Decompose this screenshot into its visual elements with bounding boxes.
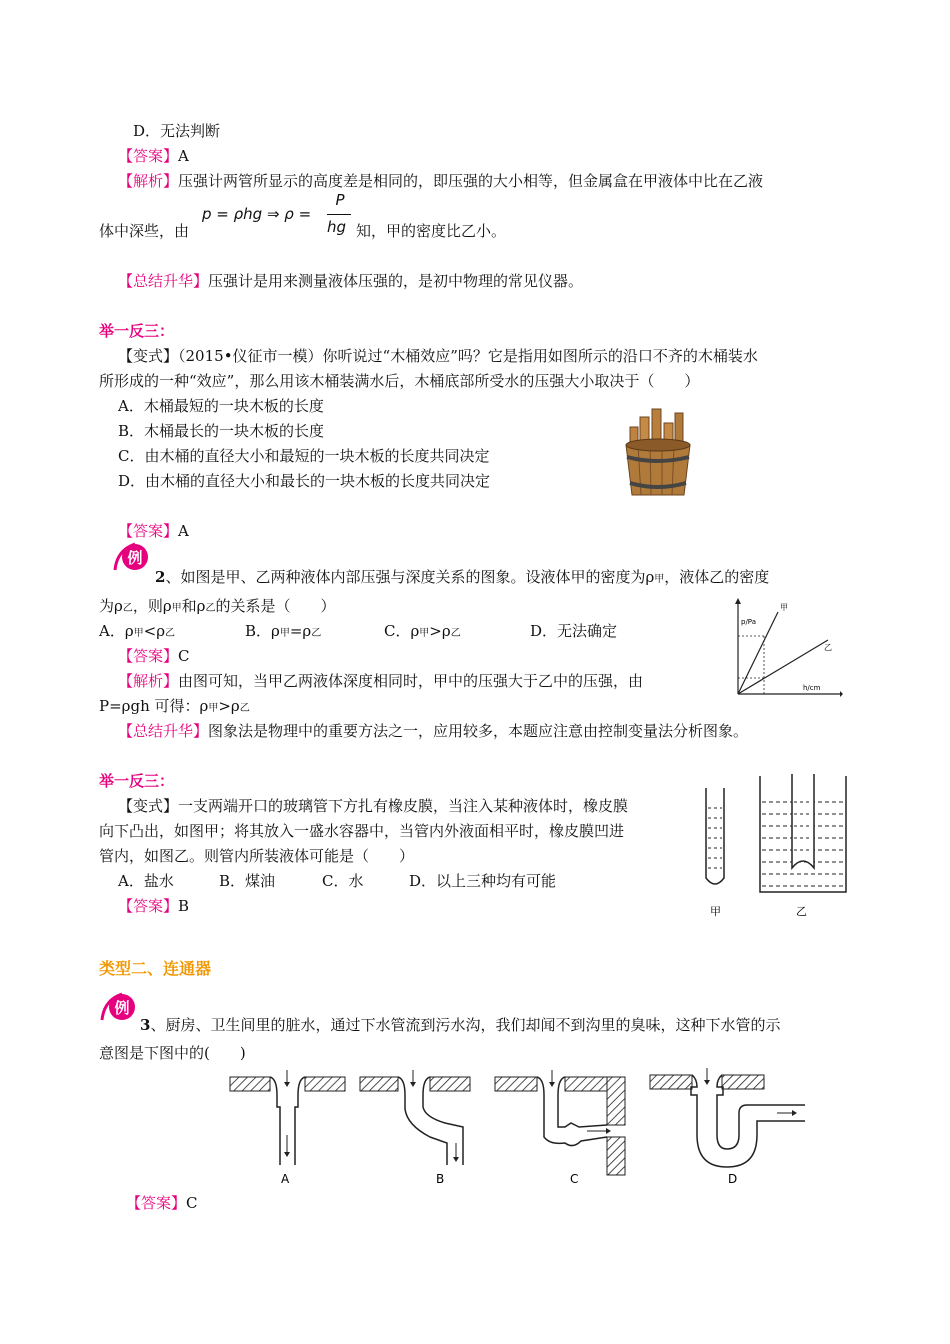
summary-tag: 【总结升华】	[118, 722, 209, 740]
opt-sub1: 甲	[133, 628, 144, 639]
q1-analysis-line1	[118, 170, 763, 191]
q2-text2d: 的关系是（ ）	[215, 597, 336, 615]
example-badge-icon	[100, 990, 138, 1024]
variant-tag: 【变式】	[118, 347, 179, 365]
v1-line1	[118, 345, 758, 366]
fig-label-jia: 甲	[710, 905, 721, 918]
q3-text1: 、厨房、卫生间里的脏水，通过下水管流到污水沟，我们却闻不到沟里的臭味，这种下水管的示	[150, 1016, 781, 1034]
type-heading: 类型二、连通器	[99, 959, 212, 978]
q2-text2c: 和ρ	[181, 597, 206, 615]
answer-tag: 【答案】	[118, 647, 179, 665]
q3-answer	[126, 1192, 198, 1213]
analysis-op: >ρ	[218, 697, 240, 715]
opt-sub2: 乙	[450, 628, 461, 639]
fig-label-yi: 乙	[796, 905, 807, 918]
answer-tag: 【答案】	[118, 147, 179, 165]
q2-text1: 、如图是甲、乙两种液体内部压强与深度关系的图象。设液体甲的密度为ρ	[165, 568, 655, 586]
pressure-depth-graph	[728, 598, 843, 700]
graph-ylabel: p/Pa	[741, 618, 756, 626]
sub-yi: 乙	[122, 603, 133, 614]
sub-yi: 乙	[239, 703, 250, 714]
q2-analysis-line1	[118, 670, 643, 691]
v2-option-b: B．煤油	[219, 872, 276, 890]
variant-tag: 【变式】	[118, 797, 179, 815]
opt-sub1: 甲	[279, 628, 290, 639]
q2-text2a: 为ρ	[99, 597, 123, 615]
v2-line2: 向下凸出，如图甲；将其放入一盛水容器中，当管内外液面相平时，橡皮膜凹进	[99, 822, 625, 840]
v1-answer	[118, 520, 189, 541]
q2-option-b	[245, 620, 321, 641]
answer-tag: 【答案】	[126, 1194, 187, 1212]
fig-label-c: C	[570, 1172, 579, 1186]
q1-answer	[118, 145, 189, 166]
q1-analysis-line2-pre: 体中深些，由	[99, 222, 190, 240]
v1-option-c: C．由木桶的直径大小和最短的一块木板的长度共同决定	[118, 447, 490, 465]
v2-option-a: A．盐水	[118, 872, 174, 890]
wooden-bucket-image	[618, 405, 698, 500]
q1-analysis-line2-post: 知，甲的密度比乙小。	[356, 222, 507, 240]
v2-text1: 一支两端开口的玻璃管下方扎有橡皮膜，当注入某种液体时，橡皮膜	[178, 797, 629, 815]
sub-yi: 乙	[205, 603, 216, 614]
opt-op: <ρ	[143, 622, 166, 640]
q2-analysis-line2	[99, 695, 250, 716]
summary-tag: 【总结升华】	[118, 272, 209, 290]
answer-value: C	[178, 647, 190, 665]
q2-answer	[118, 645, 190, 666]
analysis-text: 压强计两管所显示的高度差是相同的，即压强的大小相等，但金属盒在甲液体中比在乙液	[178, 172, 764, 190]
answer-value: A	[178, 147, 189, 165]
opt-sub2: 乙	[311, 628, 322, 639]
q2-text1-post: ，液体乙的密度	[664, 568, 770, 586]
q2-line2	[99, 595, 336, 616]
drain-figure-b	[360, 1070, 470, 1186]
sub-jia: 甲	[654, 574, 665, 585]
opt-op: =ρ	[289, 622, 312, 640]
v1-option-a: A．木桶最短的一块木板的长度	[118, 397, 324, 415]
opt-pre: B．ρ	[245, 622, 280, 640]
v2-line1	[118, 795, 628, 816]
drain-pipe-figures	[225, 1065, 815, 1190]
answer-tag: 【答案】	[118, 522, 179, 540]
q2-option-d: D．无法确定	[530, 622, 618, 640]
answer-value: A	[178, 522, 189, 540]
variant-heading: 举一反三：	[99, 772, 175, 790]
v2-answer	[118, 895, 189, 916]
fraction-bar	[327, 214, 351, 215]
v1-option-b: B．木桶最长的一块木板的长度	[118, 422, 325, 440]
sub-jia: 甲	[171, 603, 182, 614]
q2-option-a	[99, 620, 175, 641]
drain-figure-d	[650, 1068, 805, 1186]
drain-figure-a	[230, 1070, 345, 1186]
v2-option-c: C．水	[322, 872, 364, 890]
opt-sub1: 甲	[419, 628, 430, 639]
density-formula-denominator: hg	[327, 218, 347, 236]
question-number: 2	[155, 568, 166, 586]
opt-pre: C．ρ	[384, 622, 420, 640]
q2-text2b: ，则ρ	[132, 597, 172, 615]
analysis-tag: 【解析】	[118, 172, 179, 190]
q1-option-d: D．无法判断	[133, 122, 221, 140]
sub-jia: 甲	[208, 703, 219, 714]
v2-option-d: D．以上三种均有可能	[409, 872, 557, 890]
variant-heading: 举一反三：	[99, 322, 175, 340]
glass-tube-figure	[698, 770, 858, 920]
graph-xlabel: h/cm	[803, 684, 821, 692]
drain-figure-c	[495, 1070, 625, 1186]
v1-line2: 所形成的一种“效应”，那么用该木桶装满水后，木桶底部所受水的压强大小取决于（ ）	[99, 372, 700, 390]
opt-sub2: 乙	[165, 628, 176, 639]
answer-value: C	[186, 1194, 198, 1212]
analysis-tag: 【解析】	[118, 672, 179, 690]
q2-option-c	[384, 620, 461, 641]
v2-line3: 管内，如图乙。则管内所装液体可能是（ ）	[99, 847, 415, 865]
answer-value: B	[178, 897, 190, 915]
opt-op: >ρ	[429, 622, 451, 640]
graph-line-jia-label: 甲	[780, 603, 788, 612]
badge-label: 例	[127, 549, 143, 567]
q3-line1	[140, 1014, 780, 1035]
analysis-text: 由图可知，当甲乙两液体深度相同时，甲中的压强大于乙中的压强，由	[178, 672, 644, 690]
v1-text1: （2015•仪征市一模）你听说过“木桶效应”吗？它是指用如图所示的沿口不齐的木桶装水	[178, 347, 758, 365]
density-formula-left: p = ρhg ⇒ ρ =	[202, 205, 312, 223]
fig-label-b: B	[436, 1172, 445, 1186]
summary-text: 压强计是用来测量液体压强的，是初中物理的常见仪器。	[208, 272, 584, 290]
q2-line1	[155, 566, 769, 587]
badge-label: 例	[114, 999, 130, 1017]
q2-summary	[118, 720, 748, 741]
v1-option-d: D．由木桶的直径大小和最长的一块木板的长度共同决定	[118, 472, 491, 490]
graph-line-yi-label: 乙	[824, 643, 832, 652]
opt-pre: A．ρ	[99, 622, 134, 640]
density-formula-numerator: P	[335, 191, 345, 209]
example-badge-icon	[113, 540, 151, 574]
fig-label-a: A	[281, 1172, 290, 1186]
question-number: 3	[140, 1016, 151, 1034]
analysis-text2: P=ρgh 可得：ρ	[99, 697, 209, 715]
answer-tag: 【答案】	[118, 897, 179, 915]
q3-line2: 意图是下图中的( )	[99, 1044, 246, 1062]
fig-label-d: D	[728, 1172, 738, 1186]
q1-summary	[118, 270, 583, 291]
summary-text: 图象法是物理中的重要方法之一，应用较多，本题应注意由控制变量法分析图象。	[208, 722, 749, 740]
